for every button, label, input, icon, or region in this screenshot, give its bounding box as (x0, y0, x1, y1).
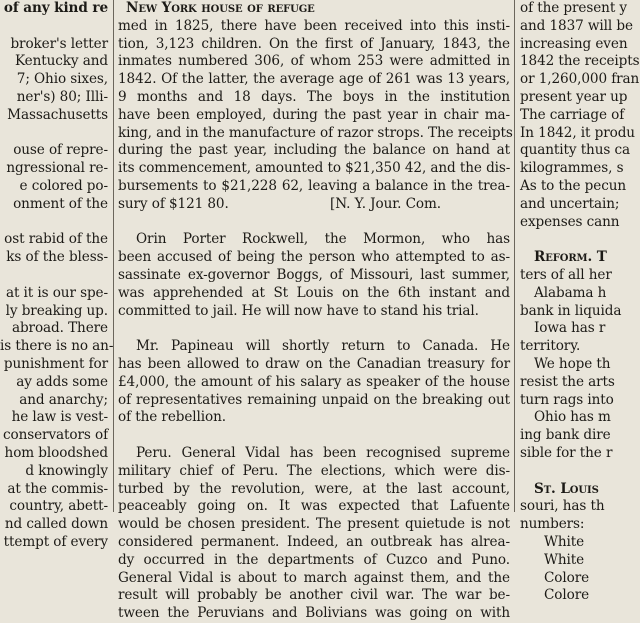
text-line: ttempt of every (3, 533, 108, 550)
column-rule (514, 0, 515, 512)
text-line: ouse of repre- (13, 142, 108, 159)
text-line: White (544, 551, 585, 568)
text-line: 1842 the receipts (520, 53, 640, 70)
text-line: expenses cann (520, 213, 620, 230)
text-line: hom bloodshed (4, 444, 108, 461)
text-line: ly breaking up. (5, 302, 108, 319)
text-line: present year up (520, 88, 628, 105)
text-line: has been allowed to draw on the Canadian treasury for (118, 355, 510, 372)
text-line: e colored po- (19, 177, 108, 194)
text-line: broker's letter (10, 35, 108, 52)
text-line: king, and in the manufacture of razor strops. The receipts (118, 124, 513, 141)
text-line: med in 1825, there have been received into this insti- (118, 17, 510, 34)
text-line (118, 214, 510, 232)
text-line (520, 463, 640, 481)
text-line: White (544, 533, 585, 550)
text-line: 7; Ohio sixes, (16, 71, 108, 88)
right-column (520, 0, 640, 604)
text-line: d knowingly (25, 462, 108, 479)
text-line: numbers: (520, 516, 585, 533)
text-line: conservators of (2, 427, 108, 444)
text-line: at the commis- (7, 480, 108, 497)
text-line: sury of $121 80. [N. Y. Jour. Com. (118, 195, 441, 212)
text-line: considered permanent. Indeed, an outbreak has alrea- (118, 533, 510, 550)
text-line: We hope th (534, 355, 611, 372)
text-line: resist the arts (520, 373, 615, 390)
text-line (118, 427, 510, 445)
text-line (520, 231, 640, 249)
article-heading-st-louis: St. Louis (534, 480, 599, 497)
middle-column (118, 0, 513, 622)
text-line: ner's) 80; Illi- (16, 88, 108, 105)
text-line: bursements to $21,228 62, leaving a balance in the trea- (118, 177, 510, 194)
text-line: would be chosen president. The present quietude is not (118, 516, 510, 533)
text-line: £4,000, the amount of his salary as speaker of the house (118, 373, 510, 390)
text-line: and 1837 will be (520, 17, 633, 34)
text-line: ks of the bless- (6, 249, 108, 266)
text-line: The carriage of (520, 106, 625, 123)
text-line: onment of the (13, 195, 108, 212)
text-line: at it is our spe- (5, 284, 108, 301)
text-line: Alabama h (534, 284, 607, 301)
article-heading-house-of-refuge: New York house of refuge (126, 0, 315, 16)
text-line: its commencement, amounted to $21,350 42, and the dis- (118, 160, 511, 177)
text-line: Massachusetts (7, 106, 108, 123)
text-line (0, 18, 110, 36)
article-rockwell: Orin Porter Rockwell, the Mormon, who has (136, 231, 510, 248)
text-line: punishment for (3, 355, 108, 372)
text-line: Kentucky and (14, 53, 108, 70)
text-line: ost rabid of the (4, 231, 108, 248)
text-line: military chief of Peru. The elections, which were dis- (118, 462, 510, 479)
text-line: souri, has th (520, 498, 605, 515)
text-line: country, abett- (9, 498, 108, 515)
text-line: abroad. There (11, 320, 108, 337)
text-line: territory. (520, 338, 581, 355)
text-line: ay adds some (16, 373, 108, 390)
text-line: committed to jail. He will now have to stand his trial. (118, 302, 479, 319)
article-papineau: Mr. Papineau will shortly return to Canada. He (136, 338, 510, 355)
text-line: Ohio has m (534, 409, 611, 426)
text-line: General Vidal is about to march against them, and the (118, 569, 510, 586)
text-line: tion, 3,123 children. On the first of January, 1843, the (118, 35, 510, 52)
text-line: kilogrammes, s (520, 160, 624, 177)
text-line: and uncertain; (520, 195, 620, 212)
text-line: sassinate ex-governor Boggs, of Missouri, last summer, (118, 266, 510, 283)
text-line: inmates numbered 306, of whom 253 were admitted in (118, 53, 510, 70)
text-line: quantity thus ca (520, 142, 630, 159)
text-line: ngressional re- (6, 160, 108, 177)
article-heading-reform: Reform. T (534, 249, 607, 266)
text-line: was apprehended at St Louis on the 6th instant and (118, 284, 510, 301)
text-line: As to the pecun (520, 177, 627, 194)
text-line: increasing even (520, 35, 628, 52)
text-line: he law is vest- (11, 409, 108, 426)
text-line: have been employed, during the past year in chair ma- (118, 106, 510, 123)
text-line: result will probably be another civil war. The war be- (118, 587, 510, 604)
text-line: turn rags into (520, 391, 614, 408)
column-rule (113, 0, 114, 512)
article-peru: Peru. General Vidal has been recognised supreme (136, 444, 510, 461)
text-line: Iowa has r (534, 320, 606, 337)
text-line: of the present y (520, 0, 628, 16)
text-line: bank in liquida (520, 302, 622, 319)
text-line: of representatives remaining unpaid on the breaking out (118, 391, 510, 408)
text-line: of any kind re (3, 0, 108, 16)
text-line: is there is no an- (0, 338, 114, 355)
text-line: 1842. Of the latter, the average age of 261 was 13 years, (118, 71, 510, 88)
text-line: peaceably going on. It was expected that Lafuente (118, 498, 510, 515)
text-line: or 1,260,000 fran (520, 71, 640, 88)
text-line: sible for the r (520, 444, 613, 461)
text-line (0, 125, 110, 143)
text-line: In 1842, it produ (520, 124, 635, 141)
text-line: and anarchy; (19, 391, 108, 408)
text-line: Colore (544, 587, 590, 604)
text-line: ing bank dire (520, 427, 611, 444)
text-line (0, 214, 110, 232)
text-line: during the past year, including the balance on hand at (118, 142, 510, 159)
text-line (0, 267, 110, 285)
text-line: of the rebellion. (118, 409, 227, 426)
text-line: tween the Peruvians and Bolivians was going on with (118, 605, 510, 622)
text-line: 9 months and 18 days. The boys in the institution (118, 88, 510, 105)
text-line: dy occurred in the departments of Cuzco and Puno. (118, 551, 510, 568)
text-line (118, 320, 510, 338)
text-line: ters of all her (520, 266, 612, 283)
text-line: nd called down (4, 516, 108, 533)
left-column (0, 0, 114, 550)
text-line: turbed by the revolution, were, at the last account, (118, 480, 510, 497)
text-line: been accused of being the person who attempted to as- (118, 249, 510, 266)
text-line: Colore (544, 569, 590, 586)
